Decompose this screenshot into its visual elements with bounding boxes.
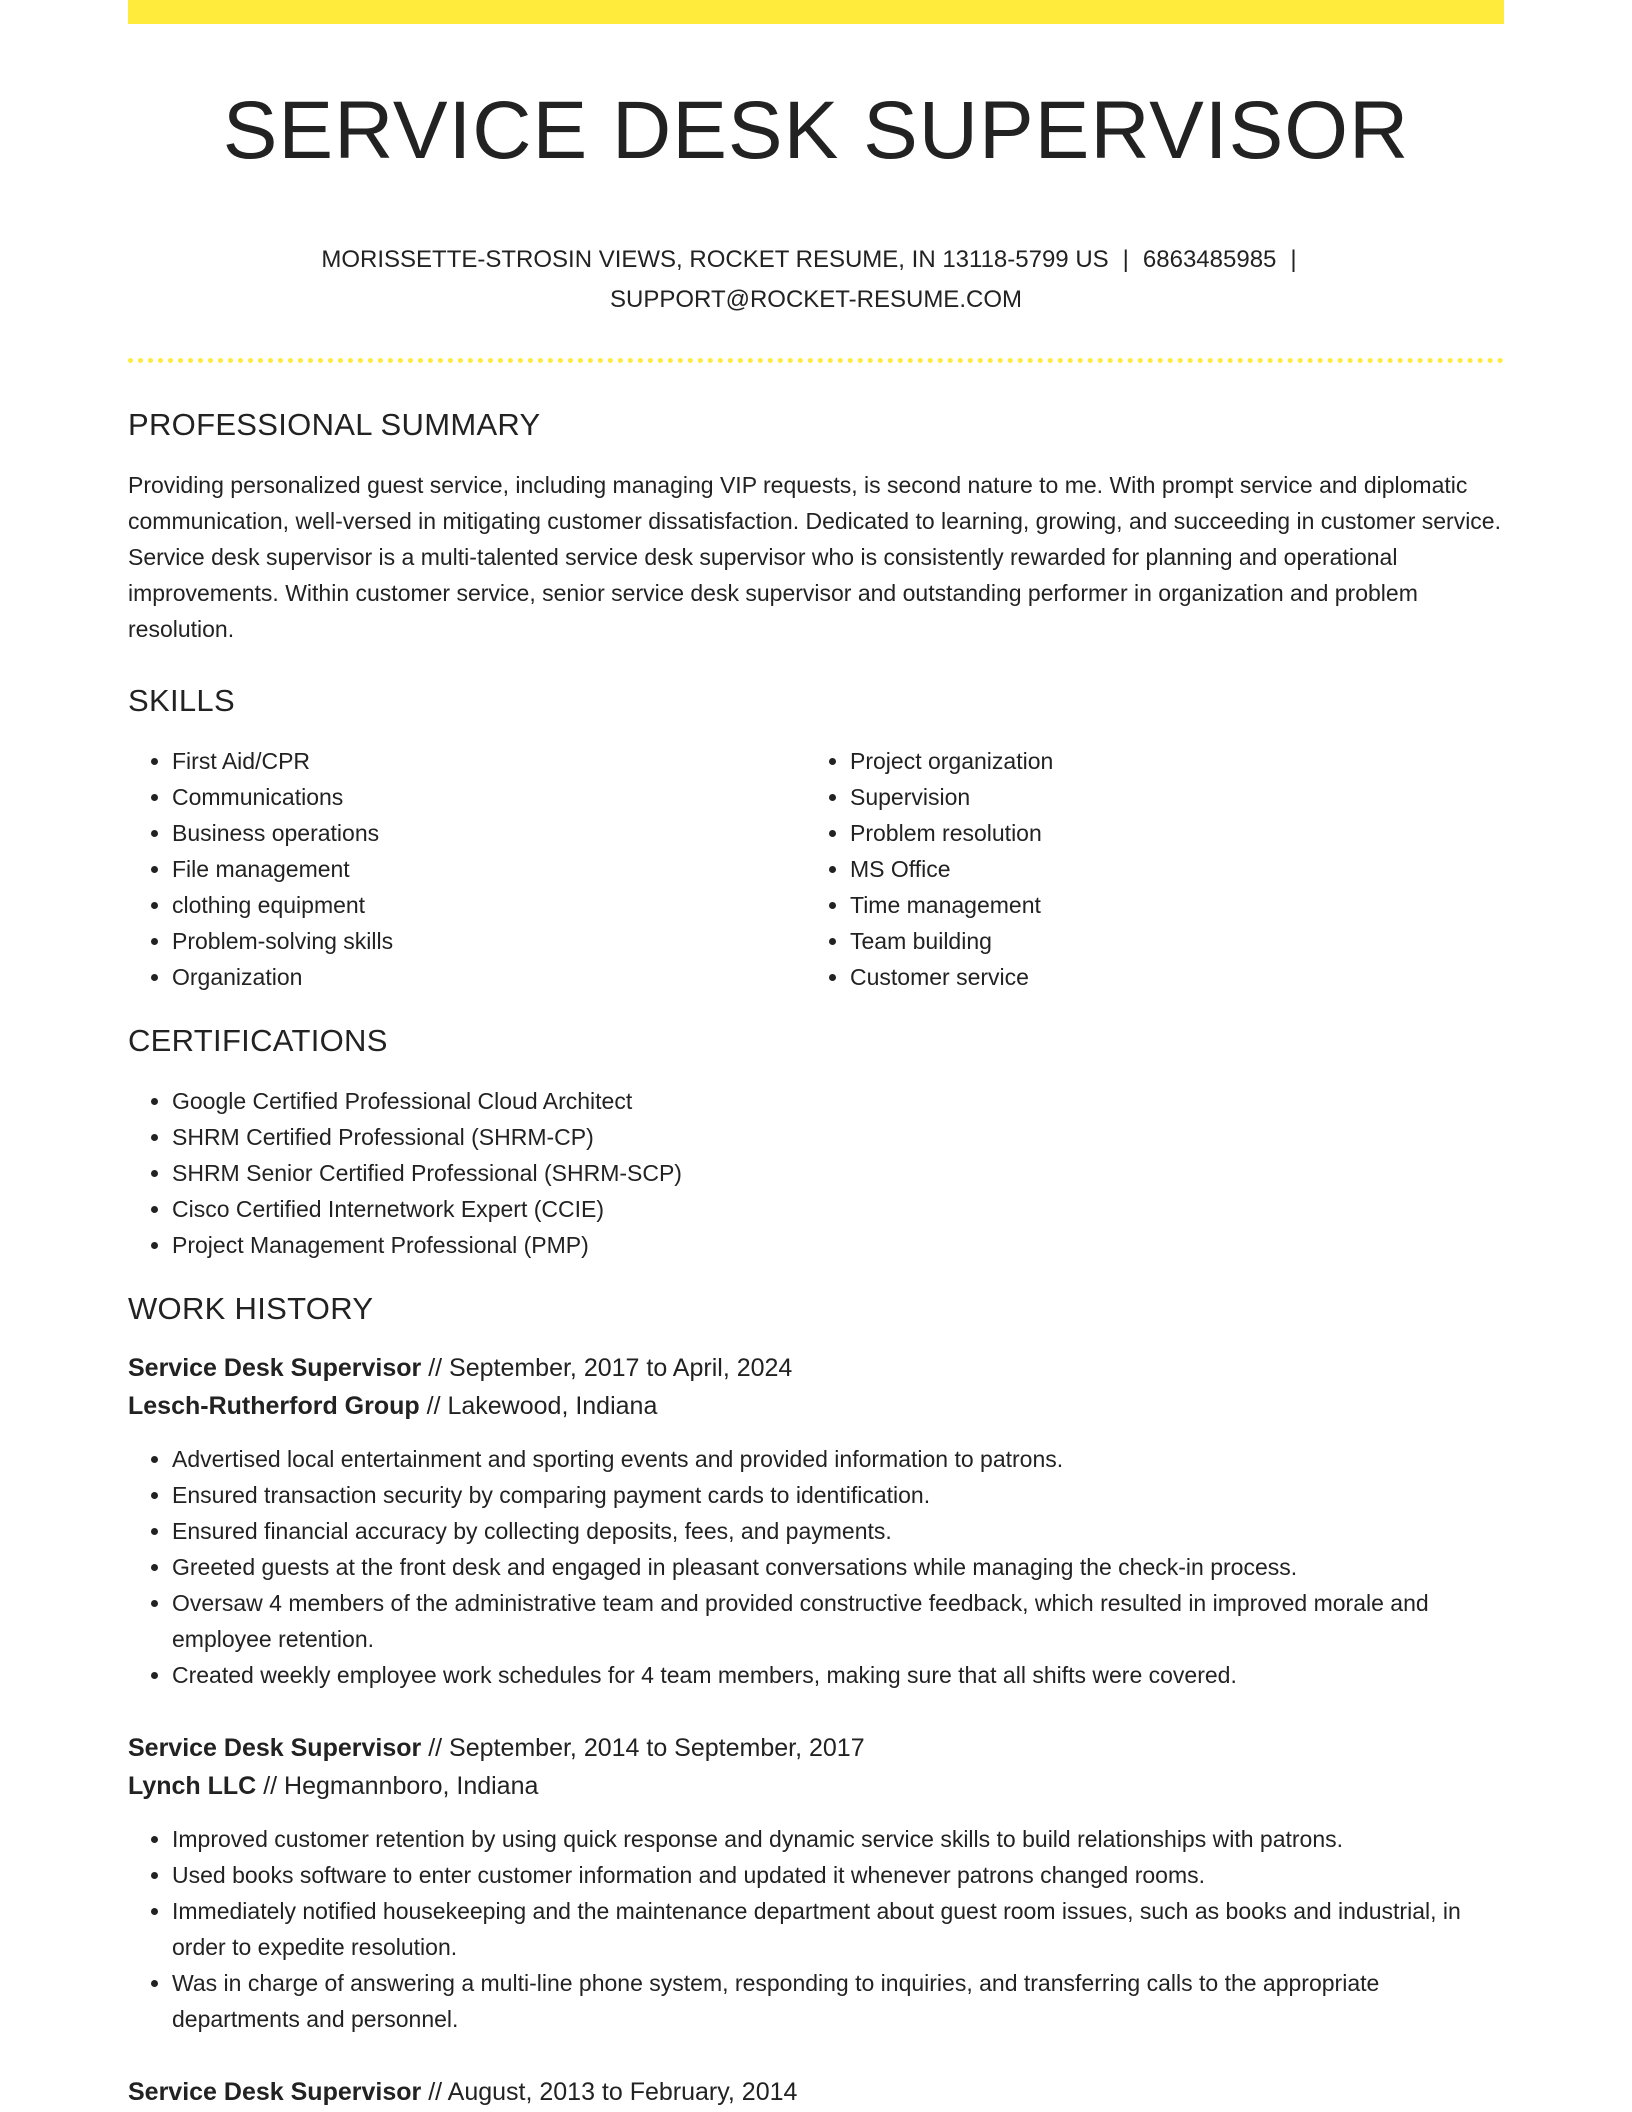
skill-item: • Communications	[172, 779, 806, 815]
job-bullets	[128, 1441, 1504, 1693]
skill-item: • Project organization	[850, 743, 1484, 779]
skill-item: • Organization	[172, 959, 806, 995]
skill-item: • Business operations	[172, 815, 806, 851]
job-location: // Hegmannboro, Indiana	[263, 1772, 539, 1801]
resume-page	[128, 0, 1504, 2111]
job-entry	[128, 1729, 1504, 2037]
contact-phone: 6863485985	[1142, 246, 1277, 274]
contact-separator: |	[1290, 246, 1297, 274]
contact-email: SUPPORT@ROCKET-RESUME.COM	[610, 286, 1022, 314]
skill-item: • Supervision	[850, 779, 1484, 815]
skill-item: • Problem-solving skills	[172, 923, 806, 959]
certification-item: • SHRM Senior Certified Professional (SHRM-SCP)	[172, 1155, 1504, 1191]
work-history-heading: WORK HISTORY	[128, 1291, 374, 1327]
skill-item: • clothing equipment	[172, 887, 806, 923]
job-bullet: • Greeted guests at the front desk and engaged in pleasant conversations while managing the check-in process.	[172, 1549, 1504, 1585]
certifications-heading: CERTIFICATIONS	[128, 1023, 388, 1059]
certification-item: • SHRM Certified Professional (SHRM-CP)	[172, 1119, 1504, 1155]
skills-grid	[128, 743, 1504, 995]
contact-info	[128, 240, 1504, 320]
job-company-line	[128, 1767, 1504, 1805]
contact-separator: |	[1122, 246, 1129, 274]
skills-list-left	[128, 743, 806, 995]
skill-item: • First Aid/CPR	[172, 743, 806, 779]
job-entry	[128, 1349, 1504, 1693]
job-bullet: • Immediately notified housekeeping and the maintenance department about guest room issues, such as books and industrial, in order to expedite resolution.	[172, 1893, 1504, 1965]
job-bullet: • Was in charge of answering a multi-line phone system, responding to inquiries, and transferring calls to the appropriate departments and personnel.	[172, 1965, 1504, 2037]
job-dates: // August, 2013 to February, 2014	[428, 2078, 798, 2107]
skill-item: • Time management	[850, 887, 1484, 923]
certifications-list	[128, 1083, 1504, 1263]
job-role: Service Desk Supervisor	[128, 1354, 422, 1383]
skill-item: • MS Office	[850, 851, 1484, 887]
job-company: Lesch-Rutherford Group	[128, 1392, 420, 1421]
job-location: // Lakewood, Indiana	[426, 1392, 658, 1421]
contact-address: MORISSETTE-STROSIN VIEWS, ROCKET RESUME, IN 13118-5799 US	[321, 246, 1109, 274]
job-bullet: • Created weekly employee work schedules for 4 team members, making sure that all shifts were covered.	[172, 1657, 1504, 1693]
job-bullets	[128, 1821, 1504, 2037]
certification-item: • Cisco Certified Internetwork Expert (CCIE)	[172, 1191, 1504, 1227]
job-dates: // September, 2014 to September, 2017	[428, 1734, 865, 1763]
job-role: Service Desk Supervisor	[128, 2078, 422, 2107]
job-bullet: • Ensured transaction security by comparing payment cards to identification.	[172, 1477, 1504, 1513]
job-role: Service Desk Supervisor	[128, 1734, 422, 1763]
job-title-line	[128, 1729, 1504, 1767]
job-bullet: • Used books software to enter customer information and updated it whenever patrons changed rooms.	[172, 1857, 1504, 1893]
job-bullet: • Improved customer retention by using quick response and dynamic service skills to build relationships with patrons.	[172, 1821, 1504, 1857]
top-accent-bar	[128, 0, 1504, 24]
skills-list-right	[806, 743, 1484, 995]
job-title-line	[128, 1349, 1504, 1387]
job-entry	[128, 2073, 1504, 2111]
job-title-line	[128, 2073, 1504, 2111]
skill-item: • File management	[172, 851, 806, 887]
job-company-line	[128, 1387, 1504, 1425]
job-company: Lynch LLC	[128, 1772, 257, 1801]
summary-heading: PROFESSIONAL SUMMARY	[128, 407, 541, 443]
job-bullet: • Oversaw 4 members of the administrative team and provided constructive feedback, which resulted in improved morale and employee retention.	[172, 1585, 1504, 1657]
skill-item: • Team building	[850, 923, 1484, 959]
job-bullet: • Advertised local entertainment and sporting events and provided information to patrons.	[172, 1441, 1504, 1477]
summary-text: Providing personalized guest service, including managing VIP requests, is second nature to me. With prompt service and diplomatic communication, well-versed in mitigating customer dissatisfaction. Dedicated to learning, growing, and succeeding in customer service. Service desk supervisor is a multi-talented service desk supervisor who is consistently rewarded for planning and operational improvements. Within customer service, senior service desk supervisor and outstanding performer in organization and problem resolution.	[128, 472, 1501, 643]
job-dates: // September, 2017 to April, 2024	[428, 1354, 793, 1383]
resume-title: SERVICE DESK SUPERVISOR	[222, 85, 1410, 176]
skill-item: • Problem resolution	[850, 815, 1484, 851]
certification-item: • Google Certified Professional Cloud Architect	[172, 1083, 1504, 1119]
job-bullet: • Ensured financial accuracy by collecting deposits, fees, and payments.	[172, 1513, 1504, 1549]
certification-item: • Project Management Professional (PMP)	[172, 1227, 1504, 1263]
skill-item: • Customer service	[850, 959, 1484, 995]
skills-heading: SKILLS	[128, 683, 235, 719]
header-divider	[128, 358, 1504, 363]
